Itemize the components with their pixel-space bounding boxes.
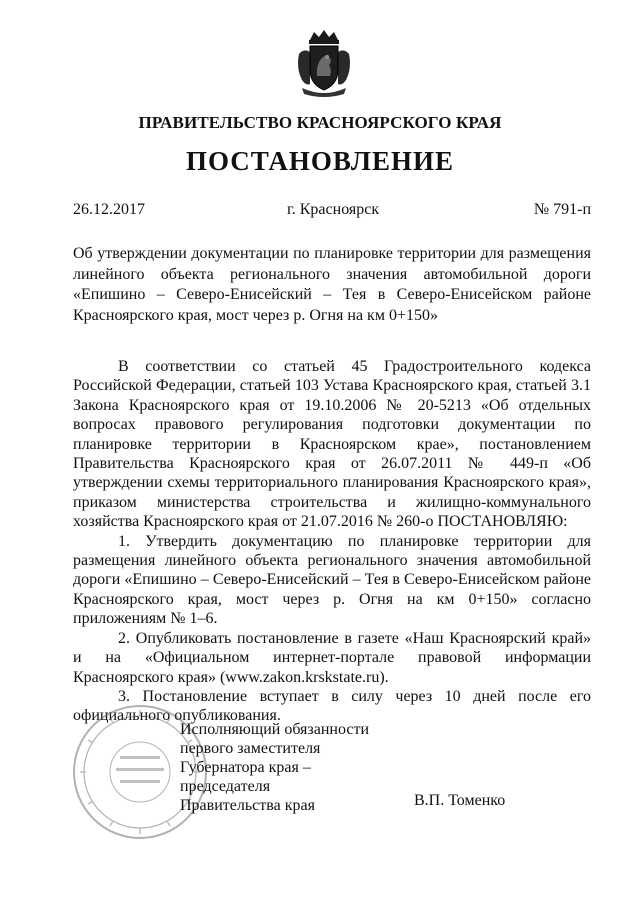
signatory-title-line: первого заместителя <box>180 740 321 757</box>
krasnoyarsk-coat-of-arms-icon <box>296 28 352 98</box>
organization-title: ПРАВИТЕЛЬСТВО КРАСНОЯРСКОГО КРАЯ <box>138 113 502 132</box>
document-date: 26.12.2017 <box>73 201 145 218</box>
document-subject: Об утверждении документации по планировке территории для размещения линейного объекта регионального значения автомобильной дороги «Епишино – Северо-Енисейский – Тея в Северо-Енисейском районе Красноярского края, мост через р. Огня на км 0+150» <box>73 245 591 324</box>
document-body <box>73 357 591 726</box>
signatory-title-line: Губернатора края – <box>180 759 311 776</box>
body-paragraph-item-2: 2. Опубликовать постановление в газете «Наш Красноярский край» и на «Официальном интернет-портале правовой информации Красноярского края» (www.zakon.krskstate.ru). <box>73 629 591 686</box>
signatory-title-line: Правительства края <box>180 797 315 814</box>
signatory-title-line: председателя <box>180 778 271 795</box>
signatory-title-line: Исполняющий обязанности <box>180 721 370 738</box>
body-paragraph-item-1: 1. Утвердить документацию по планировке территории для размещения линейного объекта регионального значения автомобильной дороги «Епишино – Северо-Енисейский – Тея в Северо-Енисейском районе Красноярского края, мост через р. Огня на км 0+150» согласно приложениям № 1–6. <box>73 532 591 628</box>
body-paragraph-item-3: 3. Постановление вступает в силу через 10 дней после его официального опубликования. <box>73 687 591 725</box>
document-number: № 791-п <box>533 201 591 218</box>
document-city: г. Красноярск <box>287 201 380 218</box>
signatory-name: В.П. Томенко <box>414 792 506 809</box>
document-type-heading: ПОСТАНОВЛЕНИЕ <box>185 146 455 176</box>
document-meta-row <box>73 201 591 221</box>
signatory-title <box>180 720 369 815</box>
body-paragraph-preamble: В соответствии со статьей 45 Градостроительного кодекса Российской Федерации, статьей 103 Устава Красноярского края, статьей 3.1 Закона Красноярского края от 19.10.2006 № 20-5213 «Об отдельных вопросах правового регулирования подготовки документации по планировке территории в Красноярском крае», постановлением Правительства Красноярского края от 26.07.2011 № 449-п «Об утверждении схемы территориального планирования Красноярского края», приказом министерства строительства и жилищно-коммунального хозяйства Красноярского края от 21.07.2016 № 260-о ПОСТАНОВЛЯЮ: <box>73 358 591 531</box>
